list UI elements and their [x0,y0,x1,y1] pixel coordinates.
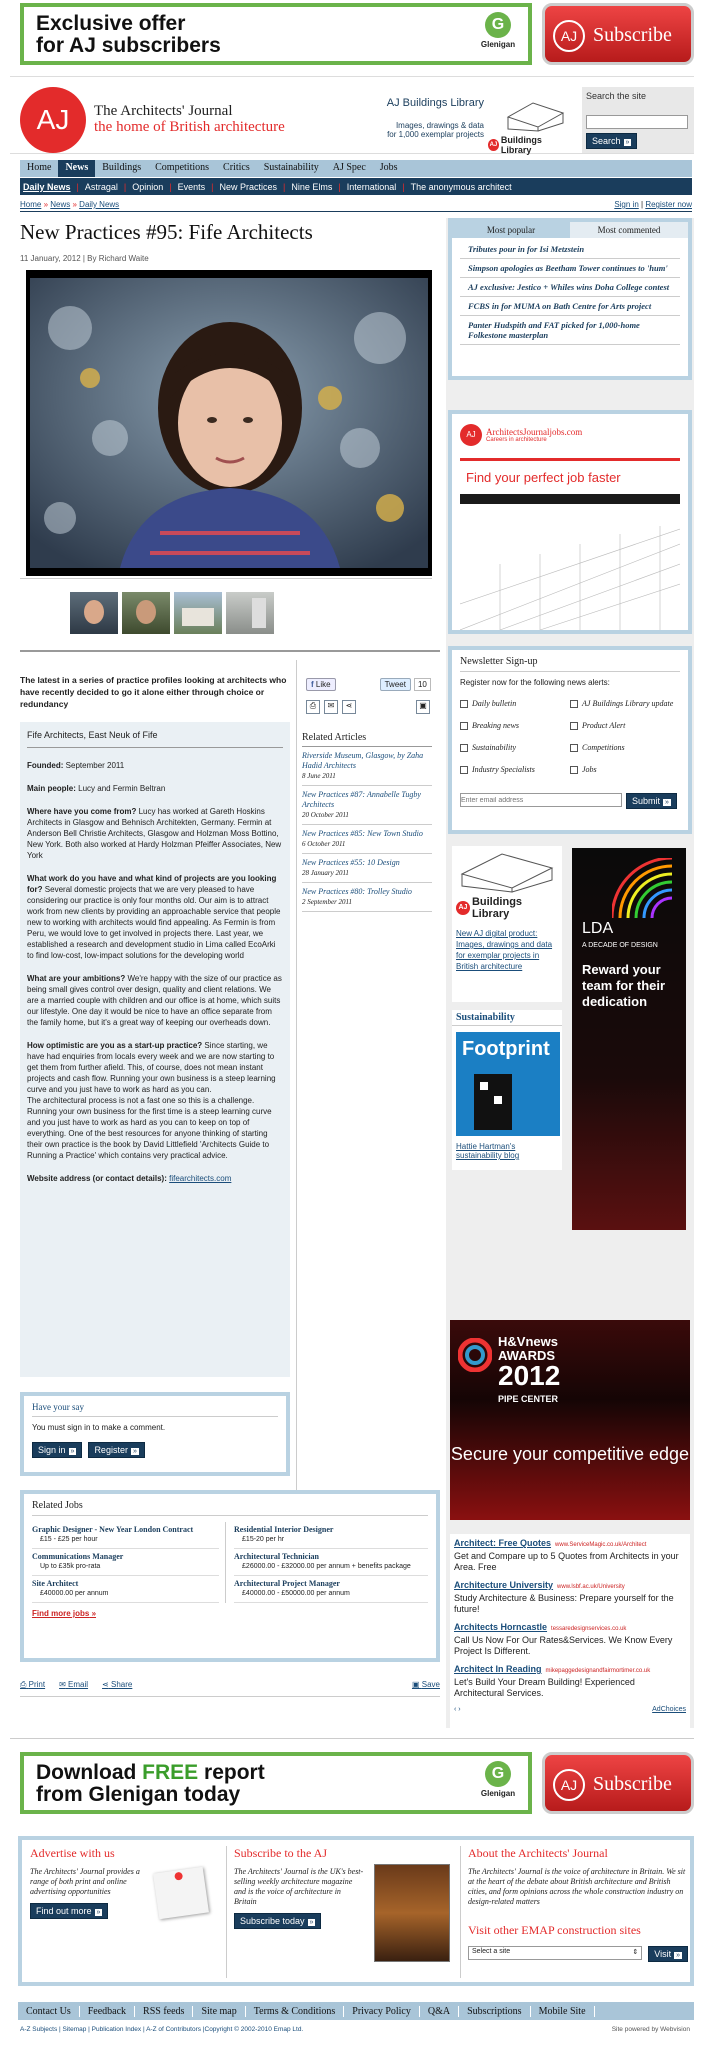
popular-item[interactable]: AJ exclusive: Jestico + Whiles wins Doha College contest [460,278,680,297]
site-subtitle: the home of British architecture [94,119,285,135]
sustainability-box [452,1010,562,1170]
subscribe-text: The Architects' Journal is the UK's best-selling weekly architecture magazine and is the voice of architecture in Britain [234,1867,364,1906]
comment-text: You must sign in to make a comment. [32,1423,166,1432]
subnav-item[interactable]: New Practices [219,181,277,192]
related-article-title[interactable]: New Practices #87: Annabelle Tugby Architects [302,790,421,809]
sub-nav [20,178,692,195]
related-article-date: 6 October 2011 [302,840,346,848]
job-item[interactable] [32,1549,219,1576]
glenigan-logo-bottom: G Glenigan [476,1761,520,1806]
related-article-title[interactable]: New Practices #55: 10 Design [302,858,400,867]
site-title: The Architects' Journal [94,103,233,119]
thumbnail-strip [70,592,274,634]
signin-link[interactable]: Sign in [614,200,639,209]
newsletter-option[interactable] [570,699,680,713]
footer-link[interactable]: Feedback [80,2006,135,2017]
popular-item[interactable]: Simpson apologies as Beetham Tower continues to 'hum' [460,259,680,278]
newsletter-option[interactable] [570,743,680,757]
magazine-cover [374,1864,450,1962]
save-link[interactable]: ▣ Save [411,1680,440,1689]
newsletter-option-label: Sustainability [472,743,516,752]
subnav-separator: | [338,181,341,192]
text-ad-url[interactable]: www.lsbf.ac.uk/University [557,1584,625,1590]
comment-title: Have your say [32,1402,278,1417]
subnav-separator: | [211,181,214,192]
buildings-library-promo[interactable] [356,97,484,139]
newsletter-option[interactable] [570,765,680,779]
print-link[interactable]: ⎙ Print [20,1680,46,1689]
breadcrumb-item[interactable]: Daily News [79,200,120,209]
newsletter-option-label: Competitions [582,743,625,752]
visit-button[interactable]: Visit » [648,1946,688,1962]
nav-item-home[interactable]: Home [27,162,52,173]
thumbnail-4[interactable] [226,592,274,634]
related-article[interactable] [302,747,432,786]
subscribe-label-bottom: Subscribe [593,1773,672,1795]
share-icon[interactable]: ⋖ [342,700,356,714]
footer-link[interactable]: Terms & Conditions [246,2006,345,2017]
email-link[interactable]: ✉ Email [59,1680,89,1689]
article-photo [26,270,432,576]
job-title[interactable]: Site Architect [32,1579,79,1588]
text-ad-title[interactable]: Architecture University [454,1580,554,1590]
subnav-item[interactable]: Nine Elms [291,181,333,192]
hvn-text: Secure your competitive edge [450,1444,690,1464]
popular-item[interactable]: FCBS in for MUMA on Bath Centre for Arts project [460,297,680,316]
library-promo-box[interactable]: AJ Buildings Library New AJ digital product: Images, drawings and data for exemplar projects in British architecture [452,846,562,1002]
related-article[interactable] [302,825,432,854]
jobs-logo-text: ArchitectsJournaljobs.com [486,427,583,437]
newsletter-submit-button[interactable]: Submit » [626,793,677,809]
newsletter-checkbox[interactable] [460,700,468,708]
text-ad[interactable] [454,1622,686,1657]
adchoices-link[interactable]: AdChoices [652,1706,686,1713]
email-icon[interactable]: ✉ [324,700,338,714]
newsletter-option-label: Daily bulletin [472,699,517,708]
search-panel [582,87,694,153]
lda-ad[interactable] [572,848,686,1230]
related-articles [302,732,432,912]
breadcrumb: Home » News » Daily News Sign in | Register now [20,200,692,209]
advertise-title: Advertise with us [30,1846,115,1860]
job-pay: £15-20 per hr [242,1536,285,1543]
nav-item-sustainability[interactable]: Sustainability [263,162,319,173]
nav-item-competitions[interactable]: Competitions [155,162,210,173]
text-ad-url[interactable]: mikepaggedesignandfairmortimer.co.uk [545,1668,651,1674]
subnav-separator: | [169,181,172,192]
advertise-text: The Architects' Journal provides a range of both print and online advertising opportunities [30,1867,140,1896]
job-title[interactable]: Communications Manager [32,1552,124,1561]
job-pay: £40000.00 per annum [40,1590,109,1597]
newsletter-option-label: Industry Specialists [472,765,535,774]
article-meta: 11 January, 2012 | By Richard Waite [20,254,149,263]
powered-by: Site powered by Webvision [611,2026,690,2033]
job-title[interactable]: Residential Interior Designer [234,1525,334,1534]
nav-item-buildings[interactable]: Buildings [102,162,142,173]
library-desc2: for 1,000 exemplar projects [387,130,484,139]
footer-link[interactable]: Subscriptions [459,2006,530,2017]
text-ad[interactable] [454,1538,686,1573]
lda-tag: A DECADE OF DESIGN [582,942,658,949]
hvn-logo: H&Vnews [498,1334,558,1349]
newsletter-option[interactable] [460,721,570,735]
nav-item-aj-spec[interactable]: AJ Spec [332,162,366,173]
bottom-ad-line1a: Download [36,1761,143,1784]
article-tools [20,1680,440,1690]
aj-jobs-logo-icon: AJ [460,424,482,446]
text-ad-desc: Study Architecture & Business: Prepare yourself for the future! [454,1593,674,1614]
job-title[interactable]: Architectural Technician [234,1552,319,1561]
find-more-jobs-link[interactable]: Find more jobs » [32,1609,97,1618]
footer-link[interactable]: RSS feeds [135,2006,193,2017]
subscribe-label: Subscribe [593,24,672,46]
related-title: Related Articles [302,732,432,747]
related-article-date: 28 January 2011 [302,869,349,877]
subnav-separator: | [402,181,405,192]
newsletter-title: Newsletter Sign-up [460,656,680,672]
text-ad-desc: Get and Compare up to 5 Quotes from Architects in your Area. Free [454,1551,679,1572]
hvn-year: 2012 [498,1360,561,1391]
find-out-more-button[interactable]: Find out more » [30,1903,108,1919]
footer-bottom: A-Z Subjects | Sitemap | Publication Index | A-Z of Contributors |Copyright © 2002-2010 Emap Ltd. [20,2026,304,2033]
breadcrumb-sep: » [70,200,80,209]
visit-title: Visit other EMAP construction sites [468,1923,641,1937]
jobs-ad-text: Find your perfect job faster [466,470,621,485]
related-article[interactable] [302,854,432,883]
aj-logo-icon: AJ [553,20,585,52]
share-link[interactable]: ⋖ Share [102,1680,133,1689]
related-article-date: 20 October 2011 [302,811,349,819]
sustainability-title: Sustainability [452,1010,562,1026]
nav-item-news[interactable]: News [58,160,95,177]
website-link[interactable]: fifearchitects.com [169,1174,232,1183]
ad-nav-arrows[interactable]: ‹ › [454,1706,461,1713]
subnav-separator: | [123,181,127,192]
footer-link[interactable]: Q&A [420,2006,459,2017]
search-label: Search the site [586,91,647,101]
text-ad[interactable] [454,1580,686,1615]
text-ad[interactable] [454,1664,686,1699]
job-pay: £26000.00 - £32000.00 per annum + benefits package [242,1563,411,1570]
grid-graphic [460,524,680,630]
search-input[interactable] [586,115,688,129]
footer-link[interactable]: Contact Us [18,2006,80,2017]
bottom-ad-line2: from Glenigan today [36,1783,241,1806]
subscribe-title: Subscribe to the AJ [234,1846,327,1860]
job-title[interactable]: Architectural Project Manager [234,1579,340,1588]
newsletter-option-label: Jobs [582,765,597,774]
newsletter-checkbox[interactable] [460,722,468,730]
text-ad-desc: Call Us Now For Our Rates&Services. We Know Every Project Is Different. [454,1635,673,1656]
print-tool-icon: ⎙ [20,1680,27,1689]
bottom-subscribe-button[interactable] [542,1752,694,1814]
newsletter-checkbox[interactable] [570,744,578,752]
tab-most-popular[interactable]: Most popular [452,222,570,238]
note-graphic [153,1867,209,1920]
aj-small-icon: AJ [456,901,470,915]
footer-link[interactable]: Mobile Site [531,2006,595,2017]
footer-link[interactable]: Privacy Policy [344,2006,420,2017]
save-icon[interactable]: ▣ [416,700,430,714]
job-item[interactable] [32,1576,219,1603]
most-popular-box [448,218,692,380]
text-ad-url[interactable]: tessaredesignservices.co.uk [551,1626,627,1632]
footer-info-boxes [18,1836,694,1986]
top-ad-line1: Exclusive offer [36,12,186,35]
newsletter-option-label: Product Alert [582,721,626,730]
newsletter-option[interactable] [460,699,570,713]
newsletter-option[interactable] [460,743,570,757]
jobs-ad[interactable] [448,410,692,634]
top-ad-line2: for AJ subscribers [36,34,221,57]
tweet-count: 10 [414,678,431,691]
related-jobs [20,1490,440,1662]
breadcrumb-item[interactable]: Home [20,200,42,209]
related-article-date: 8 June 2011 [302,772,336,780]
like-button[interactable]: f Like [306,678,336,691]
sustainability-blog-link[interactable]: Hattie Hartman's sustainability blog [456,1142,520,1160]
nav-item-jobs[interactable]: Jobs [379,162,398,173]
related-article[interactable] [302,883,432,912]
lda-text: Reward your team for their dedication [582,962,666,1009]
text-ad-desc: Let's Build Your Dream Building! Experienced Architectural Services. [454,1677,635,1698]
hvn-logo-icon [458,1338,492,1372]
thumbnail-1[interactable] [70,592,118,634]
email-tool-icon: ✉ [59,1680,66,1689]
newsletter-option-label: AJ Buildings Library update [582,699,674,708]
footprint-book[interactable] [456,1032,560,1136]
save-tool-icon: ▣ [411,1680,420,1689]
subnav-separator: | [283,181,286,192]
job-pay: Up to £35k pro-rata [40,1563,101,1570]
related-article-title[interactable]: New Practices #85: New Town Studio [302,829,423,838]
register-link[interactable]: Register now [645,200,692,209]
newsletter-email-input[interactable] [460,793,622,807]
text-ad-title[interactable]: Architects Horncastle [454,1622,548,1632]
job-item[interactable] [234,1522,428,1549]
newsletter-checkbox[interactable] [460,744,468,752]
aj-logo[interactable]: AJ [20,87,86,153]
article-intro: The latest in a series of practice profiles looking at architects who have recently decided to go it alone either through choice or redundancy [20,675,287,709]
comment-signin-button[interactable]: Sign in » [32,1442,82,1458]
library-building-icon [452,846,562,894]
print-icon[interactable]: ⎙ [306,700,320,714]
about-text: The Architects' Journal is the voice of architecture in Britain. We sit at the heart of the debate about British architecture and British cities, and form opinions across the whole construction industry on design-related matters [468,1867,686,1906]
hvn-awards-label: AWARDS [498,1348,556,1363]
article-body: Fife Architects, East Neuk of Fife Founded: September 2011 Main people: Lucy and Fermin Beltran Where have you come from? Lucy has worked at Gareth Hoskins Architects in Glasgow and Behnisch Architekten, Germany. Fermin at Anderson Bell Christie Architects, Glasgow and Holzman Moss Bottino, New York. Both also worked at Hardy Holzman Pfeiffer Associates, New York What work do you have and what kind of projects are you looking for? Several domestic projects that we are very pleased to have considering our practice is only four months old. Our aim is to attract work from new clients by providing an approachable service that people new to working with architects would find appealing. As Fermin is from Peru, we would love to get involved in projects there. Last year, we established a research and development studio in Lima called EcoArki to find low-cost, low-impact solutions for the developing world What are your ambitions? We're happy with the size of our practice as being small gives control over design, quality and client relations. We are a married couple with children and our office is at home, which suits our lifestyle. One day it would be nice to have an office separate from the family home, but it's a great way of keeping our overheads down. How optimistic are you as a start-up practice? Since starting, we have had enquiries from locals every week and we are now starting to get them from further afield. This, of course, does not mean instant projects and cash flow. Running your own business is a steep learning curve and you just have to work as hard as you can. The architectural process is not a fast one so this is a challenge. Running your own business for the first time is a steep learning curve and you just have to work as hard as you can to keep on top of everything. One of the best resources for anyone thinking of starting their own practice is the book by David Littlefield 'Architects Guide to Running a Practice' which contains very practical advice. Website address (or contact details): fifearchitects.com [20,722,290,1377]
related-article[interactable] [302,786,432,825]
footer-link[interactable]: Site map [193,2006,245,2017]
subnav-item[interactable]: International [346,181,397,192]
top-ad-banner[interactable] [20,3,532,65]
glenigan-logo: G Glenigan [476,12,520,57]
library-desc: Images, drawings & data [395,121,484,130]
related-article-title[interactable]: New Practices #80: Trolley Studio [302,887,412,896]
main-nav [20,160,692,177]
select-arrow-icon: ⇕ [632,1949,639,1956]
text-ad-title[interactable]: Architect: Free Quotes [454,1538,552,1548]
text-ads [450,1534,690,1730]
subscribe-today-button[interactable]: Subscribe today » [234,1913,321,1929]
job-item[interactable] [234,1549,428,1576]
comment-register-button[interactable]: Register » [88,1442,144,1458]
site-select[interactable]: Select a site ⇕ [468,1946,642,1960]
nav-item-critics[interactable]: Critics [223,162,250,173]
newsletter-option-label: Breaking news [472,721,520,730]
about-title: About the Architects' Journal [468,1846,608,1860]
library-promo-link[interactable]: New AJ digital product: Images, drawings and data for exemplar projects in British architecture [456,929,553,971]
thumbnail-3[interactable] [174,592,222,634]
subnav-item[interactable]: Daily News [23,181,71,192]
comment-box [20,1392,290,1476]
subnav-item[interactable]: The anonymous architect [410,181,512,192]
subnav-item[interactable]: Events [177,181,206,192]
text-ad-url[interactable]: www.ServiceMagic.co.uk/Architect [555,1542,647,1548]
newsletter-option[interactable] [570,721,680,735]
newsletter-option[interactable] [460,765,570,779]
subnav-separator: | [76,181,79,192]
job-pay: £15 - £25 per hour [40,1536,98,1543]
job-title[interactable]: Graphic Designer - New Year London Contract [32,1525,194,1534]
bottom-ad-banner[interactable] [20,1752,532,1814]
footprint-title: Footprint [462,1038,550,1060]
bottom-ad-free: FREE [142,1761,199,1784]
newsletter-intro: Register now for the following news alerts: [460,678,610,687]
breadcrumb-sep: » [41,200,51,209]
footer-nav [18,2002,694,2020]
lda-logo: LDA [582,920,614,937]
job-pay: £40000.00 - £50000.00 per annum [242,1590,350,1597]
text-ad-title[interactable]: Architect In Reading [454,1664,542,1674]
newsletter-checkbox[interactable] [460,766,468,774]
jobs-tag: Careers in architecture [486,437,547,443]
subnav-item[interactable]: Opinion [132,181,164,192]
thumbnail-2[interactable] [122,592,170,634]
job-item[interactable] [32,1522,219,1549]
hvn-sponsor: PIPE CENTER [498,1394,559,1404]
popular-item[interactable]: Tributes pour in for Isi Metzstein [460,240,680,259]
newsletter-box [448,646,692,834]
site-header [10,76,694,154]
aj-logo-icon-bottom: AJ [553,1769,585,1801]
newsletter-checkbox[interactable] [570,700,578,708]
breadcrumb-item[interactable]: News [50,200,71,209]
buildings-library-logo: AJ Buildings Library [488,95,568,147]
library-title: AJ Buildings Library [386,97,484,109]
search-button[interactable]: Search » [586,133,637,149]
subnav-item[interactable]: Astragal [84,181,118,192]
popular-item[interactable]: Panter Hudspith and FAT picked for 1,000-home Folkestone masterplan [460,316,680,345]
tweet-button[interactable]: Tweet [380,678,411,691]
lda-rainbow-graphic [612,858,682,918]
page-title: New Practices #95: Fife Architects [20,220,313,244]
tab-most-commented[interactable]: Most commented [570,222,688,238]
related-article-title[interactable]: Riverside Museum, Glasgow, by Zaha Hadid Architects [302,751,424,770]
bottom-ad-line1b: report [198,1761,265,1784]
related-article-date: 2 September 2011 [302,898,353,906]
hvn-awards-ad[interactable] [450,1320,690,1520]
newsletter-checkbox[interactable] [570,722,578,730]
article-box-title: Fife Architects, East Neuk of Fife [27,730,283,748]
job-item[interactable] [234,1576,428,1603]
top-subscribe-button[interactable] [542,3,694,65]
newsletter-checkbox[interactable] [570,766,578,774]
jobs-title: Related Jobs [32,1500,428,1516]
share-tool-icon: ⋖ [102,1680,109,1689]
